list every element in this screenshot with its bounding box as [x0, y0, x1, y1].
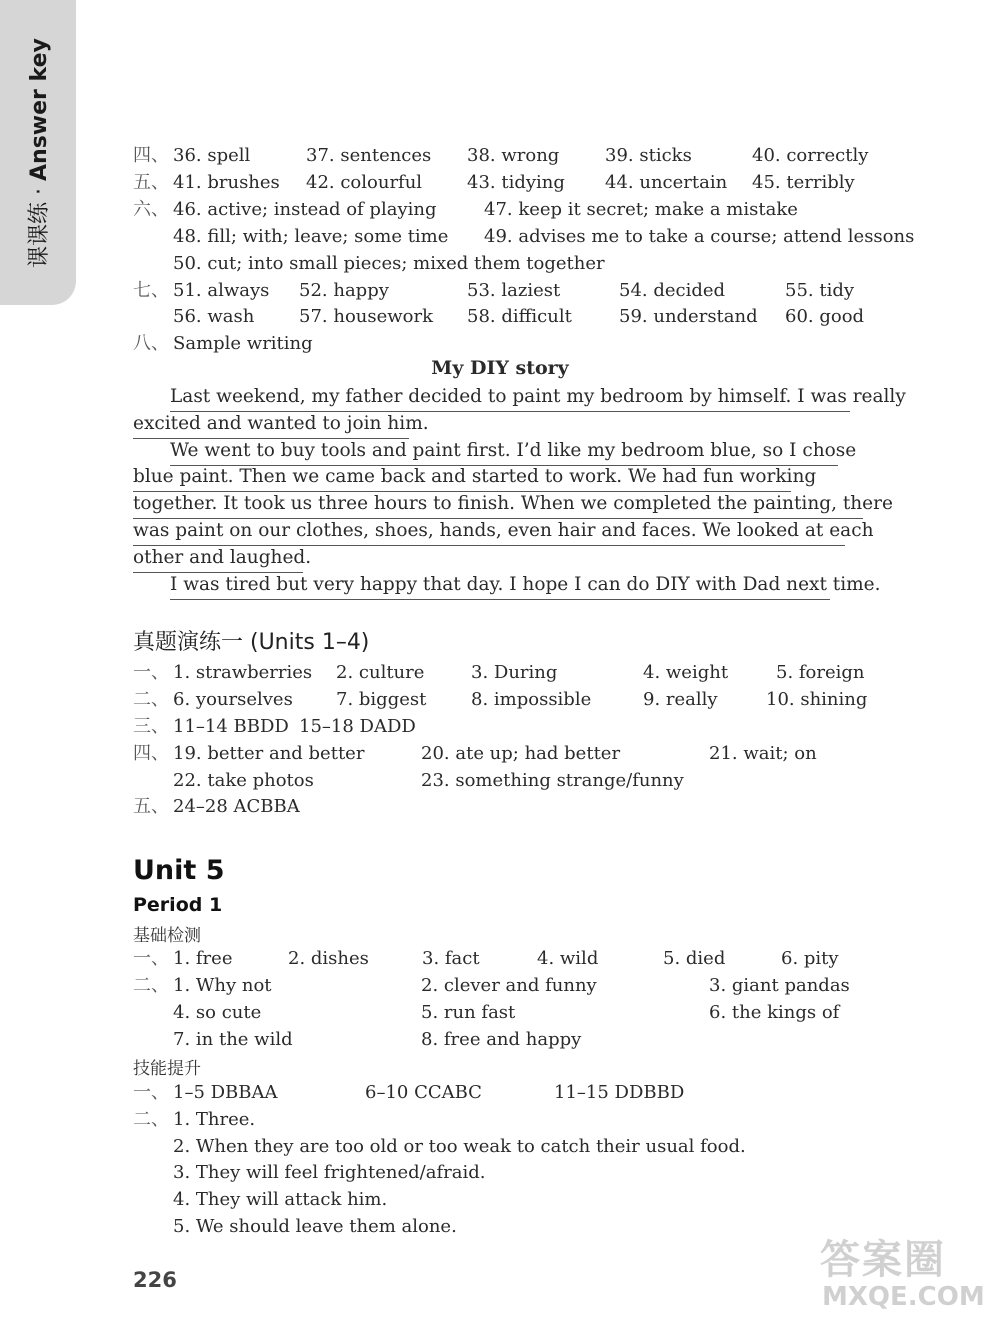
- answer-item: 11–15 DDBBD: [554, 1082, 685, 1103]
- answer-item: 8. impossible: [471, 689, 592, 710]
- answer-item: 40. correctly: [752, 145, 869, 166]
- answer-item: Sample writing: [173, 333, 313, 354]
- side-tab-label: [20, 8, 60, 268]
- side-label-cn: 课课练: [27, 201, 52, 268]
- answer-item: 5. foreign: [776, 662, 865, 683]
- answer-item: 7. biggest: [336, 689, 427, 710]
- answer-item: 48. fill; with; leave; some time: [173, 226, 449, 247]
- answer-item: 49. advises me to take a course; attend lessons: [484, 226, 915, 247]
- answer-item: 4. wild: [537, 948, 599, 969]
- answer-item: 56. wash: [173, 306, 255, 327]
- unit-title: Unit 5: [133, 855, 225, 886]
- answer-item: 19. better and better: [173, 743, 365, 764]
- period-title: Period 1: [133, 894, 223, 916]
- row-marker: 四、: [133, 145, 169, 166]
- answer-item: 5. We should leave them alone.: [173, 1216, 457, 1237]
- row-marker: 六、: [133, 199, 169, 220]
- answer-item: 8. free and happy: [421, 1029, 582, 1050]
- answer-item: 44. uncertain: [605, 172, 728, 193]
- answer-item: 6. the kings of: [709, 1002, 840, 1023]
- answer-item: 4. They will attack him.: [173, 1189, 388, 1210]
- story-line: Last weekend, my father decided to paint my bedroom by himself. I was really: [170, 384, 850, 412]
- story-line: other and laughed.: [133, 545, 303, 573]
- answer-item: 3. They will feel frightened/afraid.: [173, 1162, 486, 1183]
- row-marker: 二、: [133, 689, 169, 710]
- row-marker: 一、: [133, 948, 169, 969]
- row-marker: 一、: [133, 662, 169, 683]
- answer-item: 2. clever and funny: [421, 975, 597, 996]
- answer-item: 3. fact: [422, 948, 480, 969]
- answer-item: 1–5 DBBAA: [173, 1082, 278, 1103]
- answer-item: 43. tidying: [467, 172, 565, 193]
- row-marker: 二、: [133, 975, 169, 996]
- story-line: We went to buy tools and paint first. I’d like my bedroom blue, so I chose: [170, 438, 838, 466]
- answer-item: 52. happy: [299, 280, 389, 301]
- side-label-sep: ·: [27, 181, 52, 202]
- answer-item: 3. giant pandas: [709, 975, 850, 996]
- answer-item: 4. weight: [643, 662, 729, 683]
- answer-item: 38. wrong: [467, 145, 560, 166]
- answer-item: 46. active; instead of playing: [173, 199, 437, 220]
- answer-item: 58. difficult: [467, 306, 572, 327]
- skill-label: 技能提升: [133, 1059, 201, 1079]
- answer-item: 10. shining: [766, 689, 868, 710]
- story-line: together. It took us three hours to finish. When we completed the painting, there: [133, 491, 863, 519]
- answer-item: 15–18 DADD: [299, 716, 416, 737]
- answer-item: 57. housework: [299, 306, 434, 327]
- answer-item: 1. Three.: [173, 1109, 256, 1130]
- answer-item: 23. something strange/funny: [421, 770, 684, 791]
- answer-item: 60. good: [785, 306, 865, 327]
- story-line: blue paint. Then we came back and started to work. We had fun working: [133, 464, 791, 492]
- answer-item: 2. dishes: [288, 948, 369, 969]
- story-line: I was tired but very happy that day. I hope I can do DIY with Dad next time.: [170, 572, 830, 600]
- answer-item: 7. in the wild: [173, 1029, 293, 1050]
- basic-label: 基础检测: [133, 926, 201, 946]
- watermark: [820, 1228, 985, 1312]
- answer-item: 42. colourful: [306, 172, 423, 193]
- answer-item: 2. culture: [336, 662, 425, 683]
- answer-item: 22. take photos: [173, 770, 314, 791]
- watermark-cn: 答案圈: [820, 1237, 946, 1283]
- answer-item: 2. When they are too old or too weak to catch their usual food.: [173, 1136, 746, 1157]
- answer-item: 6–10 CCABC: [365, 1082, 482, 1103]
- answer-item: 24–28 ACBBA: [173, 796, 300, 817]
- answer-item: 1. free: [173, 948, 233, 969]
- side-label-en: Answer key: [27, 38, 52, 181]
- row-marker: 三、: [133, 716, 169, 737]
- row-marker: 五、: [133, 172, 169, 193]
- answer-item: 51. always: [173, 280, 270, 301]
- story-line: excited and wanted to join him.: [133, 411, 409, 439]
- answer-item: 54. decided: [619, 280, 726, 301]
- answer-item: 20. ate up; had better: [421, 743, 621, 764]
- row-marker: 八、: [133, 333, 169, 354]
- answer-item: 3. During: [471, 662, 558, 683]
- row-marker: 一、: [133, 1082, 169, 1103]
- answer-item: 9. really: [643, 689, 718, 710]
- answer-item: 59. understand: [619, 306, 758, 327]
- page-number: 226: [133, 1268, 177, 1292]
- answer-item: 39. sticks: [605, 145, 692, 166]
- story-title: My DIY story: [431, 357, 569, 379]
- answer-item: 50. cut; into small pieces; mixed them together: [173, 253, 605, 274]
- answer-item: 41. brushes: [173, 172, 280, 193]
- row-marker: 七、: [133, 280, 169, 301]
- watermark-en: MXQE.COM: [822, 1282, 985, 1312]
- row-marker: 四、: [133, 743, 169, 764]
- answer-item: 21. wait; on: [709, 743, 817, 764]
- answer-item: 4. so cute: [173, 1002, 262, 1023]
- answer-item: 6. pity: [781, 948, 839, 969]
- answer-item: 36. spell: [173, 145, 251, 166]
- answer-item: 37. sentences: [306, 145, 432, 166]
- section-heading: 真题演练一 (Units 1–4): [133, 630, 370, 655]
- answer-item: 6. yourselves: [173, 689, 293, 710]
- answer-item: 5. run fast: [421, 1002, 516, 1023]
- answer-item: 5. died: [663, 948, 726, 969]
- answer-item: 45. terribly: [752, 172, 855, 193]
- row-marker: 五、: [133, 796, 169, 817]
- row-marker: 二、: [133, 1109, 169, 1130]
- answer-item: 1. strawberries: [173, 662, 313, 683]
- answer-item: 11–14 BBDD: [173, 716, 289, 737]
- answer-item: 55. tidy: [785, 280, 855, 301]
- answer-item: 47. keep it secret; make a mistake: [484, 199, 798, 220]
- answer-item: 53. laziest: [467, 280, 561, 301]
- answer-item: 1. Why not: [173, 975, 272, 996]
- story-line: was paint on our clothes, shoes, hands, even hair and faces. We looked at each: [133, 518, 845, 546]
